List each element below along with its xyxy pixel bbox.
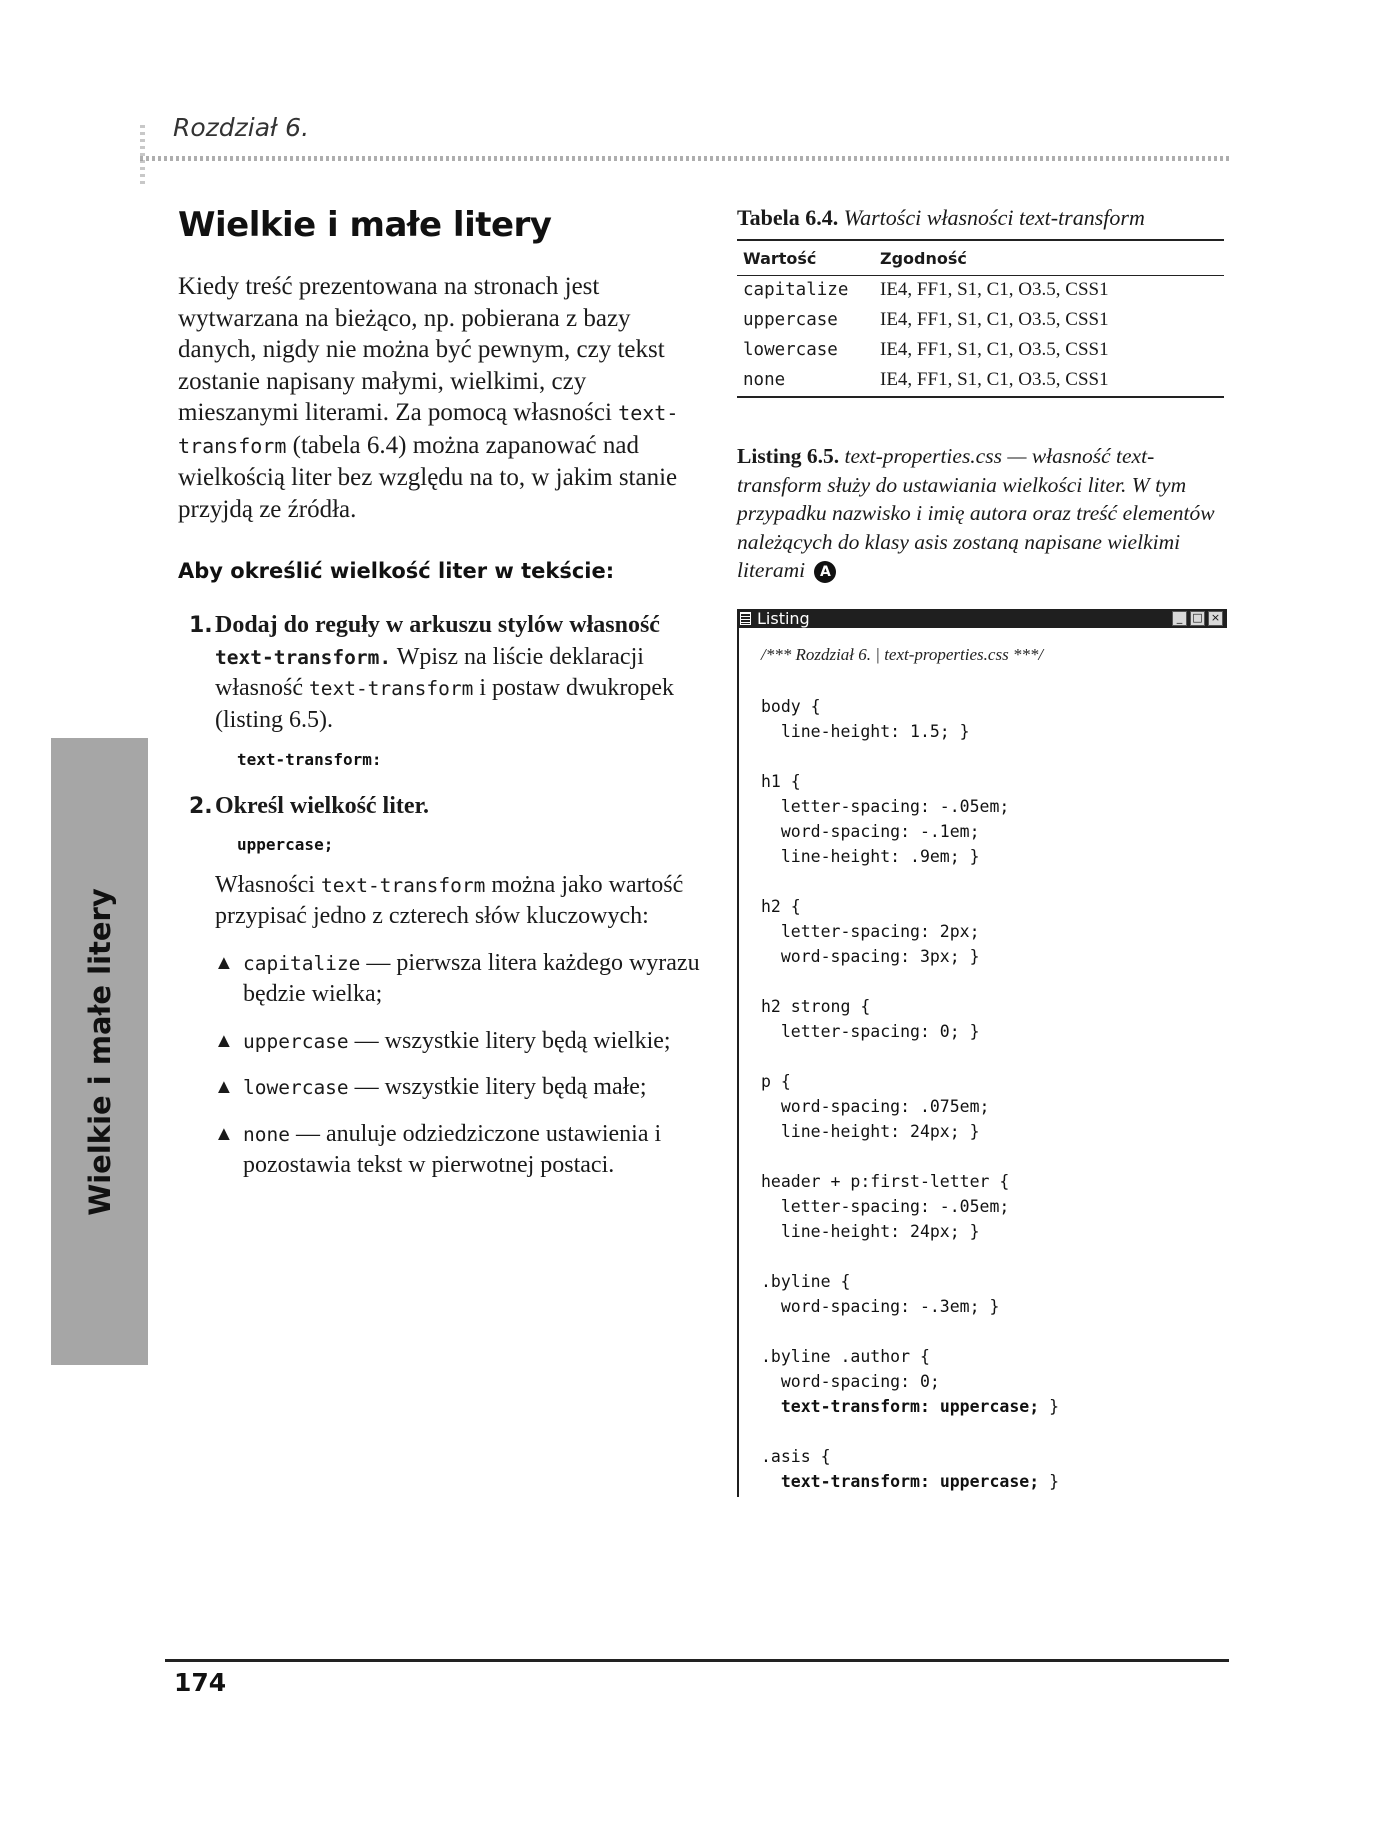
code-line: h1 { — [761, 772, 801, 791]
table-cell-value: uppercase — [743, 310, 838, 330]
table-header-cell: Wartość — [737, 240, 874, 276]
step-1 — [178, 610, 708, 736]
table-cell-value: none — [737, 366, 874, 397]
howto-heading: Aby określić wielkość liter w tekście: — [178, 559, 615, 583]
code-line: .byline .author { — [761, 1347, 930, 1366]
side-column — [737, 205, 1227, 585]
step-2-code-line: uppercase; — [237, 834, 334, 854]
bullet-text: — anuluje odziedziczone ustawienia i pozostawia tekst w pierwotnej postaci. — [243, 1120, 662, 1178]
code-comment: /*** Rozdział 6. | text-properties.css ***/ — [761, 645, 1044, 664]
main-column — [178, 205, 708, 1182]
code-line: word-spacing: 0; — [761, 1372, 940, 1391]
document-icon — [740, 612, 751, 625]
chapter-header: Rozdział 6. — [173, 113, 310, 142]
code-block — [761, 694, 1059, 1494]
listing-caption-text: text-properties.css — własność text-transform służy do ustawiania wielkości liter. W tym przypadku nazwisko i imię autora oraz treść elementów należących do klasy asis zostaną napisane wielkimi literami — [737, 444, 1215, 582]
bullet-text: — pierwsza litera każdego wyrazu będzie wielka; — [243, 949, 700, 1007]
code-line: line-height: 24px; } — [761, 1222, 980, 1241]
table-cell-value: capitalize — [743, 280, 849, 300]
code-line: letter-spacing: 0; } — [761, 1022, 980, 1041]
code-line: letter-spacing: -.05em; — [761, 1197, 1010, 1216]
section-title: Wielkie i małe litery — [178, 205, 552, 245]
bullet-code: lowercase — [243, 1076, 349, 1099]
table-caption-label: Tabela 6.4. — [737, 205, 839, 230]
code-line: line-height: 1.5; } — [761, 722, 970, 741]
header-dotted-corner — [140, 125, 145, 185]
step-1-text-a: Wpisz na liście deklaracji własność — [215, 643, 644, 701]
side-tab — [51, 738, 148, 1365]
step-1-text-b: i postaw dwukropek (listing 6.5). — [215, 675, 674, 733]
code-line: body { — [761, 697, 821, 716]
table-caption-text: Wartości własności text-transform — [843, 205, 1145, 230]
table-caption — [737, 205, 1227, 231]
code-line: .asis { — [761, 1447, 831, 1466]
code-line: h2 { — [761, 897, 801, 916]
maximize-icon: □ — [1190, 611, 1205, 626]
triangle-bullet-icon: ▲ — [214, 1029, 234, 1052]
intro-code: text-transform — [178, 401, 679, 458]
bullet-code: capitalize — [243, 951, 361, 975]
step-1-number: 1. — [189, 613, 213, 638]
bullet-item — [178, 1119, 708, 1182]
triangle-bullet-icon: ▲ — [214, 1076, 234, 1098]
code-line: p { — [761, 1072, 791, 1091]
close-icon: × — [1208, 611, 1223, 626]
code-line: line-height: 24px; } — [761, 1122, 980, 1141]
table-row — [737, 276, 1224, 307]
bullet-item — [178, 1026, 708, 1058]
code-line: word-spacing: 3px; } — [761, 947, 980, 966]
code-line: .byline { — [761, 1272, 851, 1291]
table-cell-compat: IE4, FF1, S1, C1, O3.5, CSS1 — [880, 309, 1109, 330]
step-2-number: 2. — [189, 794, 213, 819]
bullet-text: — wszystkie litery będą wielkie; — [354, 1027, 671, 1054]
intro-paragraph — [178, 271, 708, 525]
step-2-bold-text: Określ wielkość liter. — [215, 793, 429, 819]
intro-text-a: Kiedy treść prezentowana na stronach jest wytwarzana na bieżąco, np. pobierana z bazy danych, nigdy nie można być pewnym, czy tekst zostanie napisany małymi, wielkimi, czy mieszanymi literami. Za pomocą własności — [178, 273, 665, 426]
code-line: letter-spacing: -.05em; — [761, 797, 1010, 816]
code-line: word-spacing: -.1em; — [761, 822, 980, 841]
step-1-code-line: text-transform: — [237, 750, 382, 769]
keywords-text-b: można jako wartość przypisać jedno z czterech słów kluczowych: — [215, 871, 684, 929]
callout-badge-icon: A — [814, 561, 836, 583]
listing-window-title: Listing — [757, 609, 810, 628]
compatibility-table — [737, 239, 1224, 398]
table-cell-value: lowercase — [743, 340, 838, 360]
code-line: text-transform: uppercase; } — [780, 1397, 1060, 1416]
table-cell-compat: IE4, FF1, S1, C1, O3.5, CSS1 — [880, 339, 1109, 360]
code-line: word-spacing: .075em; — [761, 1097, 990, 1116]
code-line: h2 strong { — [761, 997, 871, 1016]
triangle-bullet-icon: ▲ — [214, 951, 234, 974]
code-line: header + p:first-letter { — [761, 1172, 1010, 1191]
listing-titlebar — [737, 609, 1227, 628]
side-tab-label: Wielkie i małe litery — [82, 887, 117, 1216]
step-1-code: text-transform — [308, 677, 474, 700]
code-line: line-height: .9em; } — [761, 847, 980, 866]
intro-text-b: (tabela 6.4) można zapanować nad wielkością liter bez względu na to, w jakim stanie przyjdą ze źródła. — [178, 431, 678, 523]
listing-caption — [737, 442, 1227, 585]
bullet-text: — wszystkie litery będą małe; — [354, 1074, 647, 1100]
keywords-paragraph — [215, 870, 708, 933]
listing-left-border — [737, 628, 739, 1497]
table-header-cell: Zgodność — [874, 240, 1224, 276]
minimize-icon: _ — [1172, 611, 1187, 626]
code-line: letter-spacing: 2px; — [761, 922, 980, 941]
step-1-bold-code: text-transform. — [215, 645, 392, 669]
step-1-bold-text: Dodaj do reguły w arkuszu stylów własność — [215, 612, 660, 638]
bullet-code: uppercase — [243, 1029, 349, 1053]
table-cell-compat: IE4, FF1, S1, C1, O3.5, CSS1 — [874, 366, 1224, 397]
table-row — [737, 366, 1224, 397]
code-line: text-transform: uppercase; } — [780, 1472, 1060, 1491]
page-number: 174 — [174, 1668, 227, 1697]
listing-window — [737, 609, 1227, 1497]
code-line: word-spacing: -.3em; } — [761, 1297, 1000, 1316]
keywords-text-a: Własności — [215, 871, 315, 898]
listing-caption-label: Listing 6.5. — [737, 444, 840, 468]
bullet-item — [178, 1072, 708, 1104]
table-row — [737, 306, 1224, 336]
table-header-row — [737, 240, 1224, 276]
header-dotted-rule — [140, 156, 1230, 161]
footer-rule — [165, 1659, 1229, 1662]
keywords-code: text-transform — [320, 873, 486, 897]
triangle-bullet-icon: ▲ — [214, 1122, 234, 1145]
bullet-item — [178, 948, 708, 1011]
table-cell-compat: IE4, FF1, S1, C1, O3.5, CSS1 — [880, 279, 1109, 300]
step-2 — [178, 791, 708, 823]
bullet-code: none — [243, 1122, 290, 1146]
table-row — [737, 336, 1224, 366]
